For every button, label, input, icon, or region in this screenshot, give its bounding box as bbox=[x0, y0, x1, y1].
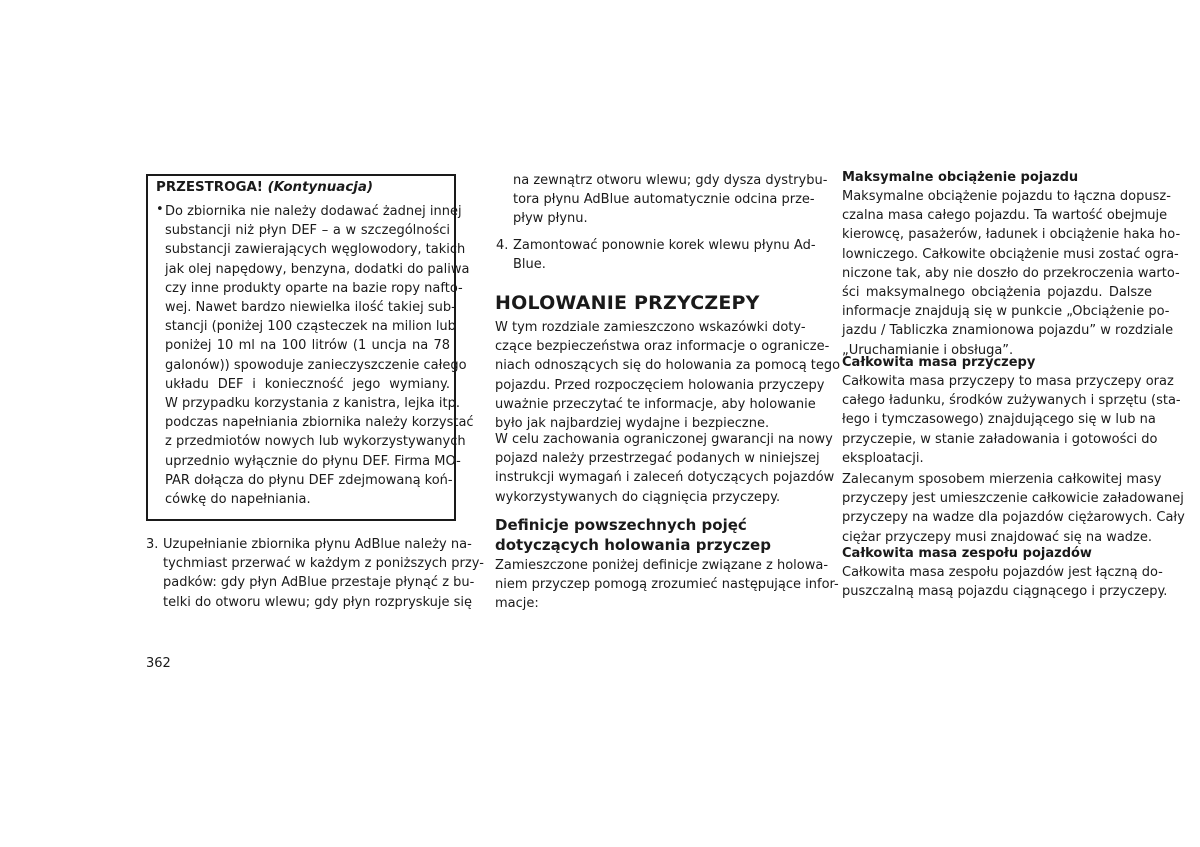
step-3-text bbox=[163, 535, 484, 612]
text-line: układu DEF i konieczność jego wymiany. bbox=[165, 376, 450, 392]
text-line: niem przyczep pomogą zrozumieć następujące infor- bbox=[495, 577, 839, 593]
gvwr-text bbox=[842, 187, 1181, 360]
text-line: całego ładunku, środków zużywanych i sprzętu (sta- bbox=[842, 393, 1181, 409]
text-line: tora płynu AdBlue automatycznie odcina prze- bbox=[513, 192, 815, 208]
text-line: pojazd należy przestrzegać podanych w niniejszej bbox=[495, 451, 820, 467]
warning-bullet-item bbox=[156, 202, 474, 509]
step-3-number: 3. bbox=[146, 537, 159, 552]
text-line: galonów)) spowoduje zanieczyszczenie całego bbox=[165, 357, 467, 373]
text-line: poniżej 10 ml na 100 litrów (1 uncja na 78 bbox=[165, 338, 450, 354]
step-4-text bbox=[513, 236, 816, 274]
text-line: telki do otworu wlewu; gdy płyn rozpryskuje się bbox=[163, 594, 473, 610]
gcwr-text bbox=[842, 563, 1168, 601]
text-line: W przypadku korzystania z kanistra, lejka itp. bbox=[165, 396, 460, 412]
text-line: uważnie przeczytać te informacje, aby holowanie bbox=[495, 396, 816, 412]
gtw-title: Całkowita masa przyczepy bbox=[842, 355, 1036, 370]
text-line: ści maksymalnego obciążenia pojazdu. Dalsze bbox=[842, 285, 1152, 301]
section-title: HOLOWANIE PRZYCZEPY bbox=[495, 292, 760, 314]
text-line: wej. Nawet bardzo niewielka ilość takiej sub- bbox=[165, 300, 456, 316]
text-line: „Uruchamianie i obsługa”. bbox=[842, 342, 1014, 358]
text-line: niach odnoszących się do holowania za pomocą tego bbox=[495, 358, 841, 374]
text-line: cówkę do napełniania. bbox=[165, 492, 311, 508]
gcwr-title: Całkowita masa zespołu pojazdów bbox=[842, 546, 1092, 561]
warning-box bbox=[146, 174, 474, 521]
definitions-title-line-2: dotyczących holowania przyczep bbox=[495, 536, 771, 554]
text-line: niczone tak, aby nie doszło do przekroczenia warto- bbox=[842, 265, 1180, 281]
text-line: PAR dołącza do płynu DEF zdejmowaną koń- bbox=[165, 472, 453, 488]
text-line: tychmiast przerwać w każdym z poniższych przy- bbox=[163, 556, 484, 572]
text-line: Zamieszczone poniżej definicje związane z holowa- bbox=[495, 558, 829, 573]
text-line: jak olej napędowy, benzyna, dodatki do paliwa bbox=[165, 261, 470, 277]
text-line: stancji (poniżej 100 cząsteczek na milion lub bbox=[165, 319, 456, 335]
text-line: substancji zawierających węglowodory, takich bbox=[165, 242, 466, 258]
text-line: W tym rozdziale zamieszczono wskazówki doty- bbox=[495, 320, 806, 335]
text-line: instrukcji wymagań i zaleceń dotyczących pojazdów bbox=[495, 470, 835, 486]
text-line: wykorzystywanych do ciągnięcia przyczepy. bbox=[495, 489, 781, 505]
text-line: podczas napełniania zbiornika należy korzystać bbox=[165, 415, 474, 431]
step-3-continued-text bbox=[513, 171, 828, 229]
definitions-intro bbox=[495, 556, 839, 614]
text-line: padków: gdy płyn AdBlue przestaje płynąć z bu- bbox=[163, 575, 475, 591]
section-paragraph-2 bbox=[495, 430, 835, 507]
warning-label: PRZESTROGA! bbox=[156, 180, 263, 195]
text-line: eksploatacji. bbox=[842, 450, 924, 466]
text-line: łego i tymczasowego) znajdującego się w lub na bbox=[842, 412, 1156, 428]
text-line: pojazdu. Przed rozpoczęciem holowania przyczepy bbox=[495, 377, 825, 393]
text-line: Maksymalne obciążenie pojazdu to łączna dopusz- bbox=[842, 189, 1171, 204]
warning-continued: (Kontynuacja) bbox=[267, 180, 374, 195]
text-line: przyczepy jest umieszczenie całkowicie załadowanej bbox=[842, 491, 1184, 507]
text-line: uprzednio wyłącznie do płynu DEF. Firma MO- bbox=[165, 453, 461, 469]
text-line: Całkowita masa zespołu pojazdów jest łączną do- bbox=[842, 565, 1163, 580]
gtw-paragraph-2 bbox=[842, 470, 1185, 547]
step-3 bbox=[146, 535, 484, 612]
text-line: jazdu / Tabliczka znamionowa pojazdu” w rozdziale bbox=[842, 323, 1174, 339]
definitions-title-line-1: Definicje powszechnych pojęć bbox=[495, 516, 747, 534]
bullet-mark: • bbox=[156, 202, 164, 217]
text-line: przyczepie, w stanie załadowania i gotowości do bbox=[842, 431, 1158, 447]
gtw-paragraph-1 bbox=[842, 372, 1181, 468]
text-line: czalna masa całego pojazdu. Ta wartość obejmuje bbox=[842, 208, 1168, 224]
text-line: Zalecanym sposobem mierzenia całkowitej masy bbox=[842, 472, 1162, 487]
text-line: informacje znajdują się w punkcie „Obciążenie po- bbox=[842, 304, 1170, 320]
text-line: z przedmiotów nowych lub wykorzystywanych bbox=[165, 434, 466, 450]
text-line: na zewnątrz otworu wlewu; gdy dysza dystrybu- bbox=[513, 173, 828, 188]
text-line: czy inne produkty oparte na bazie ropy nafto- bbox=[165, 280, 463, 296]
page-number: 362 bbox=[146, 656, 171, 671]
text-line: lowniczego. Całkowite obciążenie musi zostać ogra- bbox=[842, 246, 1179, 262]
section-paragraph-1 bbox=[495, 318, 841, 433]
text-line: Do zbiornika nie należy dodawać żadnej innej bbox=[165, 204, 462, 219]
gvwr-title: Maksymalne obciążenie pojazdu bbox=[842, 170, 1079, 185]
text-line: substancji niż płyn DEF – a w szczególności bbox=[165, 223, 450, 239]
text-line: kierowcę, pasażerów, ładunek i obciążenie haka ho- bbox=[842, 227, 1181, 243]
step-4-number: 4. bbox=[496, 238, 509, 253]
text-line: Całkowita masa przyczepy to masa przyczepy oraz bbox=[842, 374, 1174, 389]
text-line: Uzupełnianie zbiornika płynu AdBlue należy na- bbox=[163, 537, 472, 552]
warning-title bbox=[156, 180, 373, 195]
text-line: czące bezpieczeństwa oraz informacje o ogranicze- bbox=[495, 339, 830, 355]
text-line: było jak najbardziej wydajne i bezpieczne. bbox=[495, 416, 770, 432]
step-4 bbox=[496, 236, 816, 274]
text-line: macje: bbox=[495, 596, 539, 612]
text-line: W celu zachowania ograniczonej gwarancji na nowy bbox=[495, 432, 833, 447]
text-line: Blue. bbox=[513, 257, 546, 273]
text-line: pływ płynu. bbox=[513, 211, 588, 227]
text-line: Zamontować ponownie korek wlewu płynu Ad- bbox=[513, 238, 816, 253]
step-3-continued bbox=[496, 171, 828, 229]
warning-text bbox=[165, 202, 474, 509]
text-line: puszczalną masą pojazdu ciągnącego i przyczepy. bbox=[842, 584, 1168, 600]
text-line: przyczepy na wadze dla pojazdów ciężarowych. Cały bbox=[842, 510, 1185, 526]
text-line: ciężar przyczepy musi znajdować się na wadze. bbox=[842, 529, 1152, 545]
